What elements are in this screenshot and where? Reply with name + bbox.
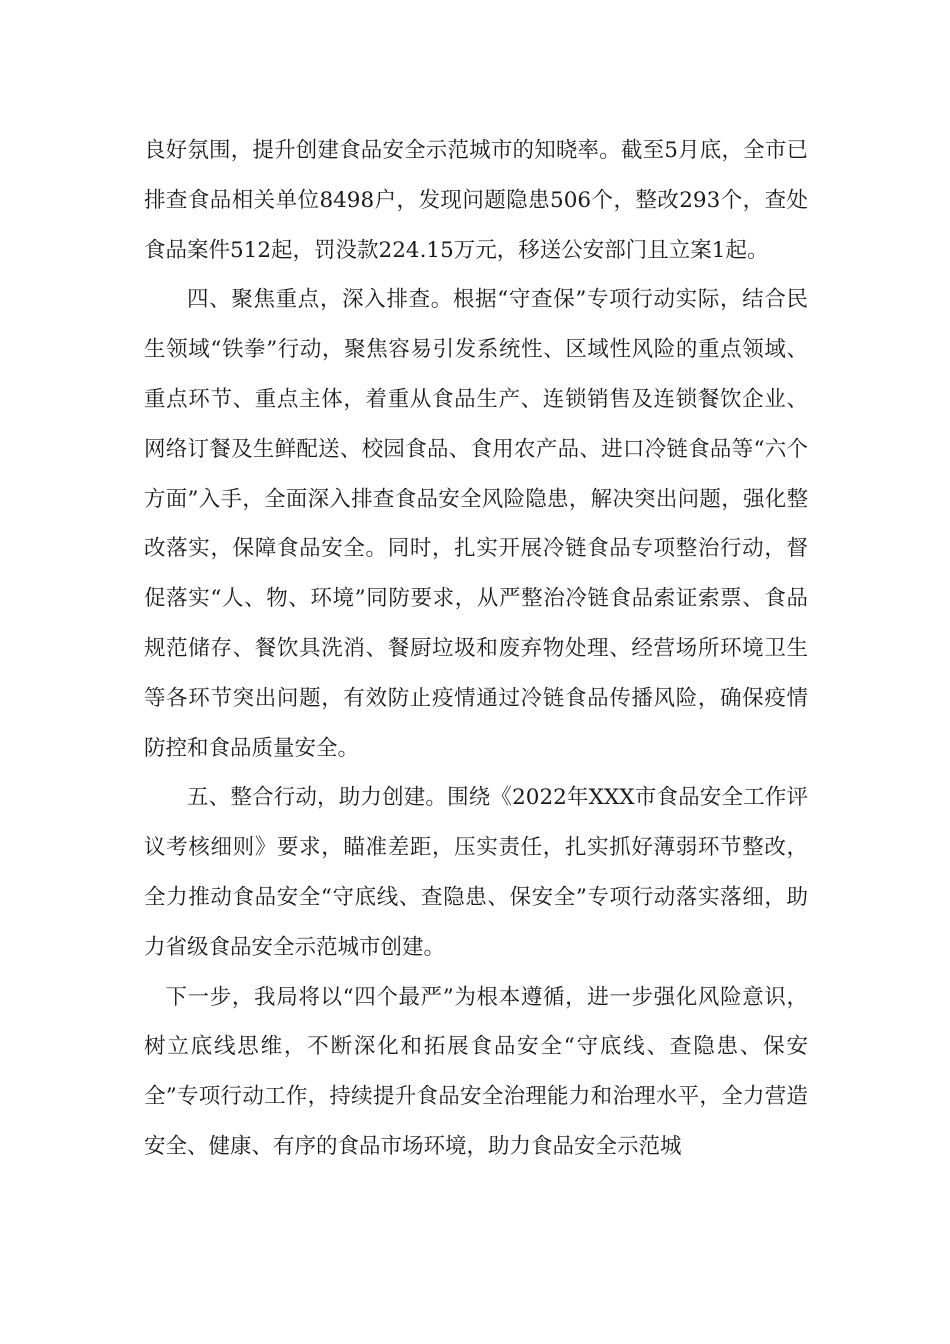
document-body: [144, 126, 808, 1172]
paragraph-section-four: 四、聚焦重点，深入排查。根据“守查保”专项行动实际，结合民生领域“铁拳”行动，聚焦容易引发系统性、区域性风险的重点领域、重点环节、重点主体，着重从食品生产、连锁销售及连锁餐饮企业、网络订餐及生鲜配送、校园食品、食用农产品、进口冷链食品等“六个方面”入手，全面深入排查食品安全风险隐患，解决突出问题，强化整改落实，保障食品安全。同时，扎实开展冷链食品专项整治行动，督促落实“人、物、环境”同防要求，从严整治冷链食品索证索票、食品规范储存、餐饮具洗消、餐厨垃圾和废弃物处理、经营场所环境卫生等各环节突出问题，有效防止疫情通过冷链食品传播风险，确保疫情防控和食品质量安全。: [144, 287, 808, 761]
paragraph-continuation: 良好氛围，提升创建食品安全示范城市的知晓率。截至5月底，全市已排查食品相关单位8498户，发现问题隐患506个，整改293个，查处食品案件512起，罚没款224.15万元，移送公安部门且立案1起。: [144, 138, 808, 263]
paragraph-section-five: 五、整合行动，助力创建。围绕《2022年XXX市食品安全工作评议考核细则》要求，瞄准差距，压实责任，扎实抓好薄弱环节整改，全力推动食品安全“守底线、查隐患、保安全”专项行动落实落细，助力省级食品安全示范城市创建。: [144, 785, 808, 960]
paragraph-next-step: 下一步，我局将以“四个最严”为根本遵循，进一步强化风险意识，树立底线思维，不断深化和拓展食品安全“守底线、查隐患、保安全”专项行动工作，持续提升食品安全治理能力和治理水平，全力营造安全、健康、有序的食品市场环境，助力食品安全示范城: [144, 984, 808, 1159]
